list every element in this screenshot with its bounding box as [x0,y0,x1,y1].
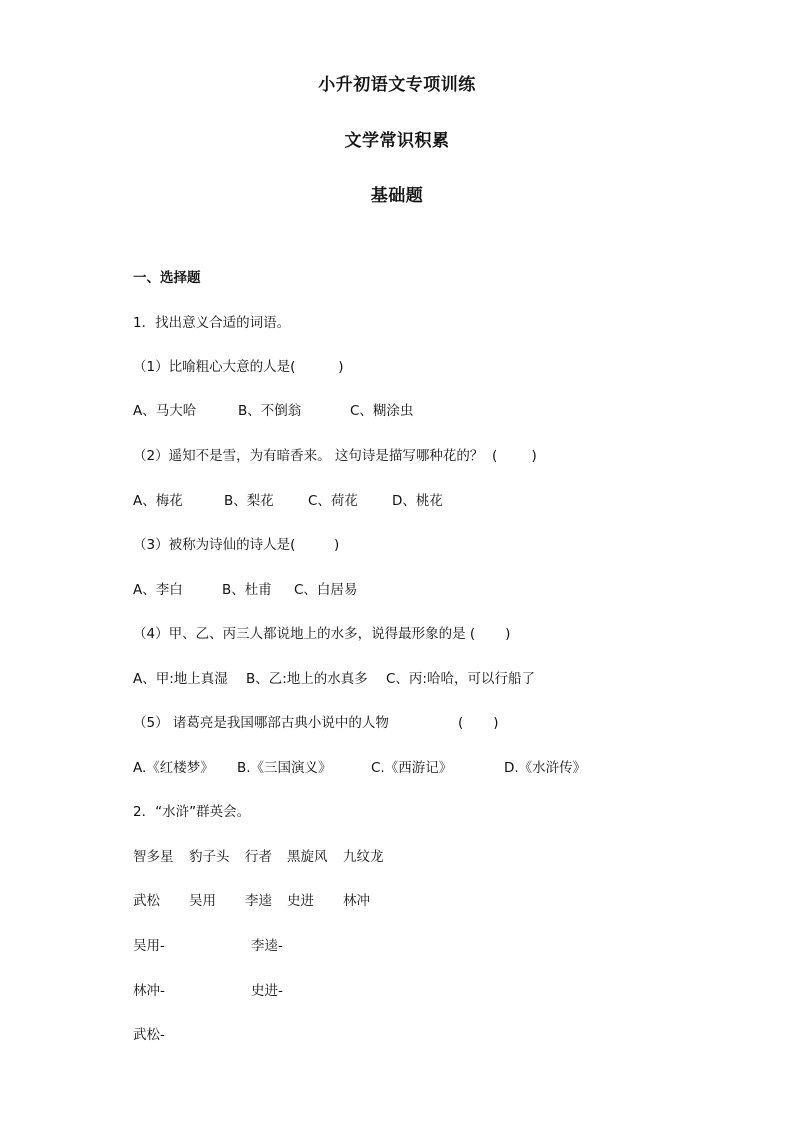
nickname-item: 豹子头 [189,849,230,865]
question-1-1: （1）比喻粗心大意的人是( ) [133,359,344,375]
hero-item: 史进 [287,893,314,909]
match-blank: 李逵- [251,938,283,954]
option-1-2-a: A、梅花 [133,493,183,509]
question-1-4: （4）甲、乙、丙三人都说地上的水多，说得最形象的是 ( ) [133,626,511,642]
hero-item: 李逵 [245,893,272,909]
option-1-4-b: B、乙:地上的水真多 [246,671,368,687]
option-1-2-d: D、桃花 [392,493,443,509]
option-1-2-c: C、荷花 [308,493,358,509]
option-1-1-a: A、马大哈 [133,403,197,419]
match-blank: 史进- [251,983,283,999]
nickname-item: 行者 [245,849,272,865]
option-1-1-b: B、不倒翁 [238,403,302,419]
question-1-5-blank: ( ) [458,715,499,731]
hero-item: 武松 [133,893,160,909]
option-1-1-c: C、糊涂虫 [350,403,414,419]
option-1-3-b: B、杜甫 [222,582,272,598]
option-1-5-a: A.《红楼梦》 [133,760,214,776]
option-1-4-a: A、甲:地上真湿 [133,671,228,687]
match-blank: 林冲- [133,983,165,999]
nickname-item: 九纹龙 [343,849,384,865]
option-1-4-c: C、丙:哈哈，可以行船了 [386,671,535,687]
option-1-2-b: B、梨花 [224,493,274,509]
match-blank: 吴用- [133,938,165,954]
option-1-3-a: A、李白 [133,582,183,598]
question-2-prompt: 2．“水浒”群英会。 [133,804,251,820]
question-1-prompt: 1．找出意义合适的词语。 [133,315,291,331]
option-1-3-c: C、白居易 [294,582,358,598]
document-title: 小升初语文专项训练 [318,75,476,95]
match-blank: 武松- [133,1027,165,1043]
hero-item: 吴用 [189,893,216,909]
nickname-item: 智多星 [133,849,174,865]
question-1-5: （5） 诸葛亮是我国哪部古典小说中的人物 [133,715,389,731]
question-1-2: （2）遥知不是雪，为有暗香来。 这句诗是描写哪种花的？ ( ) [133,448,537,464]
option-1-5-d: D.《水浒传》 [504,760,587,776]
hero-item: 林冲 [343,893,370,909]
document-subtitle: 文学常识积累 [344,131,450,151]
nickname-item: 黑旋风 [287,849,328,865]
option-1-5-b: B.《三国演义》 [237,760,332,776]
section-heading: 一、选择题 [133,270,201,286]
document-level: 基础题 [370,186,424,206]
question-1-3: （3）被称为诗仙的诗人是( ) [133,537,340,553]
option-1-5-c: C.《西游记》 [371,760,453,776]
